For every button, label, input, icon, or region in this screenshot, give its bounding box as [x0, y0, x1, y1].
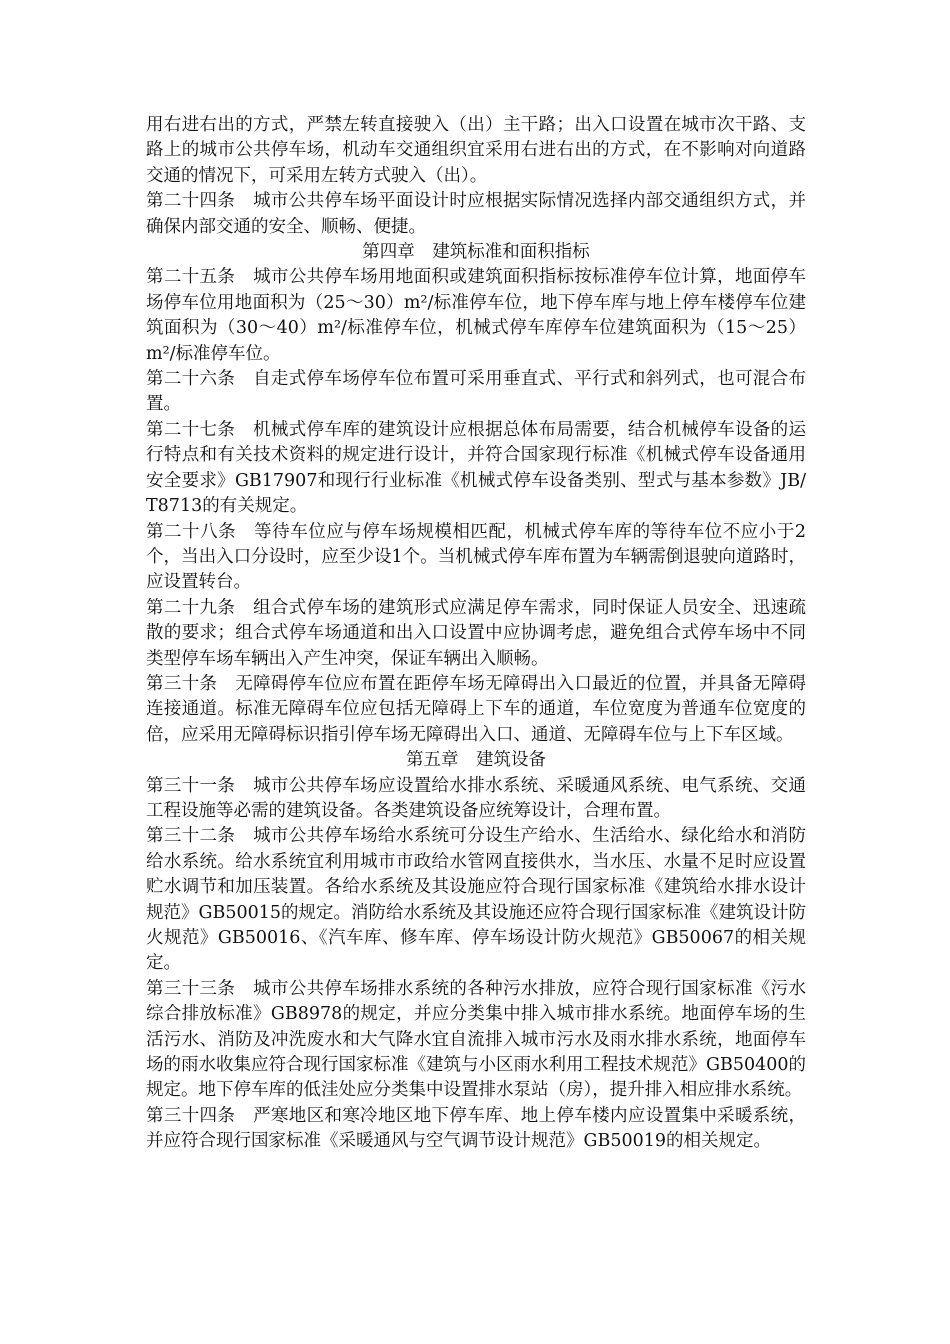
article-30: 第三十条 无障碍停车位应布置在距停车场无障碍出入口最近的位置，并具备无障碍连接通道。标准无障碍车位应包括无障碍上下车的通道，车位宽度为普通车位宽度的倍，应采用无障碍标识指引停车场无障碍出入口、通道、无障碍车位与上下车区域。: [146, 673, 806, 745]
article-31: 第三十一条 城市公共停车场应设置给水排水系统、采暖通风系统、电气系统、交通工程设施等必需的建筑设备。各类建筑设备应统筹设计，合理布置。: [146, 775, 806, 821]
article-33: 第三十三条 城市公共停车场排水系统的各种污水排放，应符合现行国家标准《污水综合排放标准》GB8978的规定，并应分类集中排入城市排水系统。地面停车场的生活污水、消防及冲洗废水和大气降水宜自流排入城市污水及雨水排水系统，地面停车场的雨水收集应符合现行国家标准《建筑与小区雨水利用工程技术规范》GB50400的规定。地下停车库的低洼处应分类集中设置排水泵站（房），提升排入相应排水系统。: [146, 978, 807, 1101]
article-24: 第二十四条 城市公共停车场平面设计时应根据实际情况选择内部交通组织方式，并确保内部交通的安全、顺畅、便捷。: [146, 191, 806, 237]
article-32: 第三十二条 城市公共停车场给水系统可分设生产给水、生活给水、绿化给水和消防给水系统。给水系统宜利用城市市政给水管网直接供水，当水压、水量不足时应设置贮水调节和加压装置。各给水系统及其设施应符合现行国家标准《建筑给水排水设计规范》GB50015的规定。消防给水系统及其设施还应符合现行国家标准《建筑设计防火规范》GB50016、《汽车库、修车库、停车场设计防火规范》GB50067的相关规定。: [146, 826, 807, 974]
article-28: 第二十八条 等待车位应与停车场规模相匹配，机械式停车库的等待车位不应小于2个，当出入口分设时，应至少设1个。当机械式停车库布置为车辆需倒退驶向道路时，应设置转台。: [146, 521, 806, 593]
article-29: 第二十九条 组合式停车场的建筑形式应满足停车需求，同时保证人员安全、迅速疏散的要求；组合式停车场通道和出入口设置中应协调考虑，避免组合式停车场中不同类型停车场车辆出入产生冲突，保证车辆出入顺畅。: [146, 597, 806, 669]
article-26: 第二十六条 自走式停车场停车位布置可采用垂直式、平行式和斜列式，也可混合布置。: [146, 369, 806, 415]
article-34: 第三十四条 严寒地区和寒冷地区地下停车库、地上停车楼内应设置集中采暖系统，并应符合现行国家标准《采暖通风与空气调节设计规范》GB50019的相关规定。: [146, 1105, 806, 1152]
paragraph-continuation: 用右进右出的方式，严禁左转直接驶入（出）主干路；出入口设置在城市次干路、支路上的城市公共停车场，机动车交通组织宜采用右进右出的方式，在不影响对向道路交通的情况下，可采用左转方式驶入（出）。: [146, 115, 806, 186]
article-27: 第二十七条 机械式停车库的建筑设计应根据总体布局需要，结合机械停车设备的运行特点和有关技术资料的规定进行设计，并符合国家现行标准《机械式停车设备通用安全要求》GB17907和现行行业标准《机械式停车设备类别、型式与基本参数》JB/T8713的有关规定。: [146, 419, 806, 517]
chapter-5-heading: 第五章 建筑设备: [406, 750, 546, 771]
document-page: [146, 113, 806, 1155]
article-25: 第二十五条 城市公共停车场用地面积或建筑面积指标按标准停车位计算，地面停车场停车位用地面积为（25～30）m²/标准停车位，地下停车库与地上停车楼停车位建筑面积为（30～40）m²/标准停车位，机械式停车库停车位建筑面积为（15～25）m²/标准停车位。: [146, 267, 806, 364]
chapter-4-heading: 第四章 建筑标准和面积指标: [362, 242, 590, 263]
